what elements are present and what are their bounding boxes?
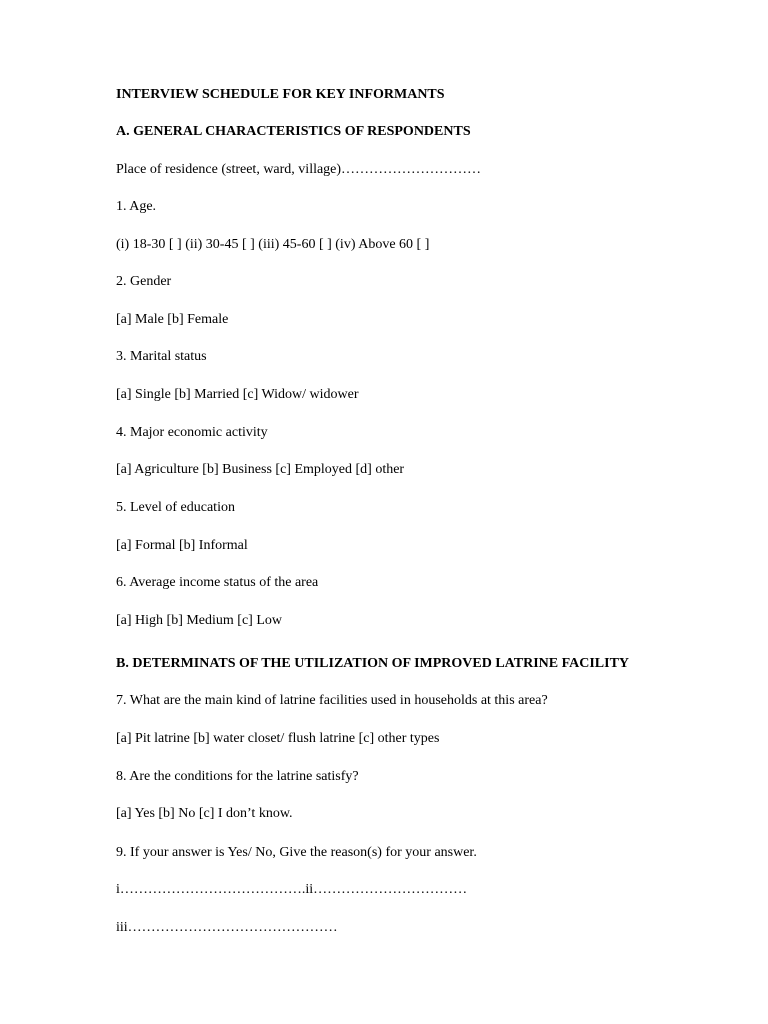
question-1-options: (i) 18-30 [ ] (ii) 30-45 [ ] (iii) 45-60 [ ] (iv) Above 60 [ ]	[116, 237, 430, 252]
section-b-heading: B. DETERMINATS OF THE UTILIZATION OF IMPROVED LATRINE FACILITY	[116, 656, 630, 671]
question-9-answer-line-1: i………………………………….ii……………………………	[116, 882, 468, 897]
document-title: INTERVIEW SCHEDULE FOR KEY INFORMANTS	[116, 87, 445, 102]
question-9-answer-line-2: iii………………………………………	[116, 920, 338, 935]
question-1-age: 1. Age.	[116, 199, 157, 214]
question-3-marital-status: 3. Marital status	[116, 349, 207, 364]
question-6-income: 6. Average income status of the area	[116, 575, 319, 590]
question-7-latrine-kind: 7. What are the main kind of latrine facilities used in households at this area?	[116, 693, 548, 708]
question-4-options: [a] Agriculture [b] Business [c] Employed [d] other	[116, 462, 405, 477]
question-2-options: [a] Male [b] Female	[116, 312, 229, 327]
section-a-heading: A. GENERAL CHARACTERISTICS OF RESPONDENTS	[116, 124, 471, 139]
question-2-gender: 2. Gender	[116, 274, 172, 289]
question-8-latrine-conditions: 8. Are the conditions for the latrine satisfy?	[116, 769, 359, 784]
question-3-options: [a] Single [b] Married [c] Widow/ widower	[116, 387, 359, 402]
question-6-options: [a] High [b] Medium [c] Low	[116, 613, 283, 628]
question-4-economic-activity: 4. Major economic activity	[116, 425, 268, 440]
question-5-education: 5. Level of education	[116, 500, 235, 515]
question-5-options: [a] Formal [b] Informal	[116, 538, 248, 553]
place-of-residence-field: Place of residence (street, ward, village)…………………………	[116, 162, 482, 177]
question-7-options: [a] Pit latrine [b] water closet/ flush latrine [c] other types	[116, 731, 440, 746]
question-9-reasons: 9. If your answer is Yes/ No, Give the reason(s) for your answer.	[116, 845, 477, 860]
question-8-options: [a] Yes [b] No [c] I don’t know.	[116, 806, 293, 821]
